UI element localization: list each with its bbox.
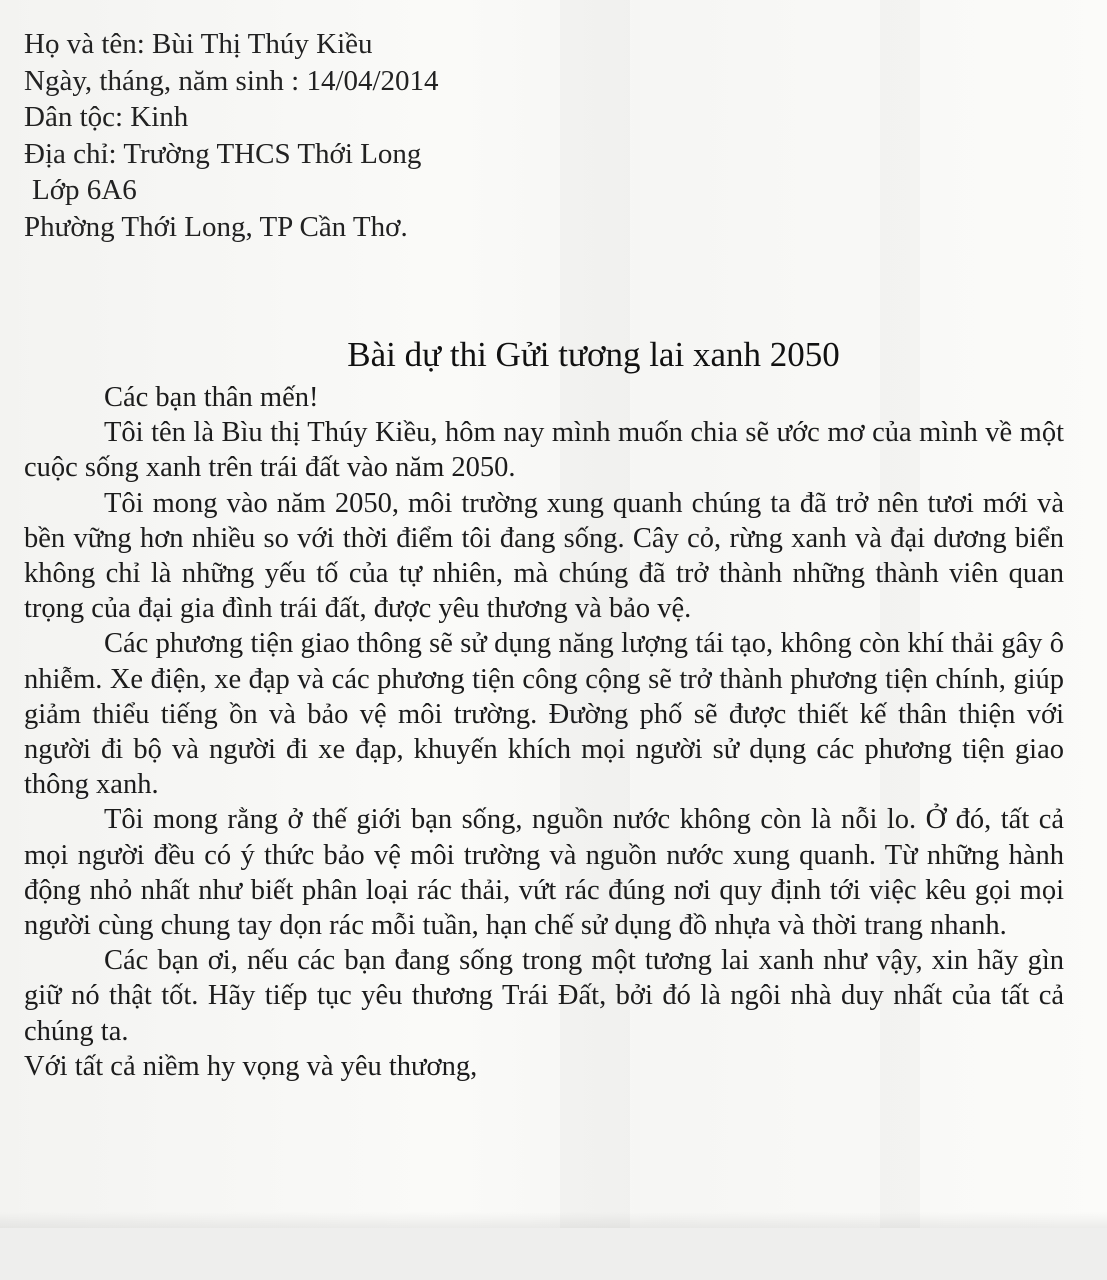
student-ethnicity: Dân tộc: Kinh: [24, 101, 189, 133]
student-name: Họ và tên: Bùi Thị Thúy Kiều: [24, 28, 373, 60]
essay-paragraph: Các bạn ơi, nếu các bạn đang sống trong một tương lai xanh như vậy, xin hãy gìn giữ nó thật tốt. Hãy tiếp tục yêu thương Trái Đất, bởi đó là ngôi nhà duy nhất của tất cả chúng ta.: [24, 945, 1064, 1047]
essay-closing: Với tất cả niềm hy vọng và yêu thương,: [24, 1050, 478, 1082]
student-info-header: [24, 26, 624, 245]
student-birthdate: Ngày, tháng, năm sinh : 14/04/2014: [24, 64, 439, 97]
essay-paragraph: Tôi mong rằng ở thế giới bạn sống, nguồn nước không còn là nỗi lo. Ở đó, tất cả mọi người đều có ý thức bảo vệ môi trường và nguồn nước xung quanh. Từ những hành động nhỏ nhất như biết phân loại rác thải, vứt rác đúng nơi quy định tới việc kêu gọi mọi người cùng chung tay dọn rác mỗi tuần, hạn chế sử dụng đồ nhựa và thời trang nhanh.: [24, 804, 1064, 942]
background-below-page: [0, 1228, 1107, 1280]
essay-paragraph: Tôi tên là Bìu thị Thúy Kiều, hôm nay mình muốn chia sẽ ước mơ của mình về một cuộc sống xanh trên trái đất vào năm 2050.: [24, 417, 1064, 484]
student-class: Lớp 6A6: [32, 174, 137, 206]
essay-paragraph: Các phương tiện giao thông sẽ sử dụng năng lượng tái tạo, không còn khí thải gây ô nhiễm. Xe điện, xe đạp và các phương tiện công cộng sẽ trở thành phương tiện chính, giúp giảm thiểu tiếng ồn và bảo vệ môi trường. Đường phố sẽ được thiết kế thân thiện với người đi bộ và người đi xe đạp, khuyến khích mọi người sử dụng các phương tiện giao thông xanh.: [24, 628, 1064, 801]
page-edge-shadow: [0, 1212, 1107, 1228]
student-address-school: Địa chỉ: Trường THCS Thới Long: [24, 137, 422, 170]
essay-body: [24, 380, 1064, 1084]
student-ward: Phường Thới Long, TP Cần Thơ.: [24, 210, 408, 243]
essay-title: Bài dự thi Gửi tương lai xanh 2050: [347, 335, 840, 374]
essay-paragraph: Tôi mong vào năm 2050, môi trường xung quanh chúng ta đã trở nên tươi mới và bền vững hơn nhiều so với thời điểm tôi đang sống. Cây cỏ, rừng xanh và đại dương biển không chỉ là những yếu tố của tự nhiên, mà chúng đã trở thành những thành viên quan trọng của đại gia đình trái đất, được yêu thương và bảo vệ.: [24, 487, 1064, 625]
essay-greeting: Các bạn thân mến!: [104, 382, 319, 413]
